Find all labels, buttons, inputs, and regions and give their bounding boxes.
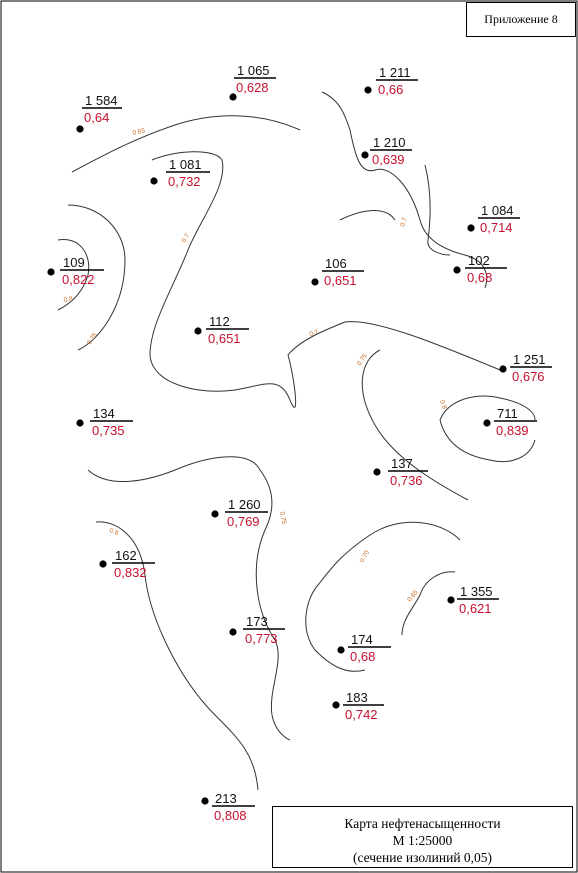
well-number: 1 260	[228, 497, 261, 512]
well-number: 112	[209, 314, 230, 329]
well-dot	[76, 419, 83, 426]
well-dot	[229, 628, 236, 635]
well-saturation-value: 0,651	[324, 273, 357, 288]
well-number: 162	[115, 548, 137, 563]
well-marker	[194, 314, 249, 346]
well-number: 173	[246, 614, 268, 629]
well-dot	[311, 278, 318, 285]
well-number: 1 584	[85, 93, 118, 108]
well-number: 174	[351, 632, 373, 647]
isoline-label: 0.8	[438, 399, 448, 411]
well-dot	[99, 560, 106, 567]
well-saturation-value: 0,769	[227, 514, 260, 529]
well-number: 213	[215, 791, 237, 806]
isoline-label: 0.8	[63, 295, 74, 304]
well-marker	[361, 135, 412, 167]
well-number: 1 084	[481, 203, 514, 218]
map-contour-interval: (сечение изолиний 0,05)	[352, 850, 493, 865]
isoline-label: 0.75	[278, 511, 288, 525]
well-dot	[332, 701, 339, 708]
well-saturation-value: 0,651	[208, 331, 241, 346]
well-marker	[499, 352, 552, 384]
well-saturation-value: 0,808	[214, 808, 247, 823]
well-number: 109	[63, 255, 85, 270]
well-number: 102	[468, 253, 490, 268]
well-dot	[499, 365, 506, 372]
well-saturation-value: 0,822	[62, 272, 95, 287]
well-marker	[99, 548, 155, 580]
map-title: Карта нефтенасыщенности	[344, 816, 501, 831]
isoline-label: 0.7	[180, 232, 192, 244]
well-saturation-value: 0,736	[390, 473, 423, 488]
isoline-labels-layer	[63, 127, 448, 603]
well-number: 134	[93, 406, 115, 421]
isoline-label: 0.7	[399, 216, 409, 228]
isoline-label: 0.75	[85, 331, 99, 347]
well-saturation-value: 0,676	[512, 369, 545, 384]
isoline-label: 0.65	[131, 127, 146, 137]
isoline-label: 0.70	[358, 549, 372, 564]
well-saturation-value: 0,839	[496, 423, 529, 438]
well-marker	[229, 614, 285, 646]
well-saturation-value: 0,773	[245, 631, 278, 646]
well-dot	[447, 596, 454, 603]
well-dot	[364, 86, 371, 93]
isolines-layer	[58, 92, 535, 790]
well-marker	[373, 456, 428, 488]
well-number: 1 355	[460, 584, 493, 599]
well-saturation-value: 0,66	[378, 82, 404, 97]
well-saturation-value: 0,832	[114, 565, 147, 580]
isoline-5	[322, 92, 487, 288]
well-saturation-value: 0,732	[168, 174, 201, 189]
well-number: 1 251	[513, 352, 546, 367]
well-saturation-value: 0,64	[84, 110, 110, 125]
map-scale: М 1:25000	[392, 833, 453, 848]
well-dot	[361, 151, 368, 158]
well-number: 183	[346, 690, 368, 705]
well-saturation-value: 0,714	[480, 220, 513, 235]
isoline-7	[425, 165, 450, 255]
well-saturation-value: 0,68	[350, 649, 376, 664]
map-frame	[1, 1, 577, 872]
isoline-9	[440, 396, 535, 420]
appendix-label: Приложение 8	[466, 2, 576, 37]
well-marker	[47, 255, 104, 287]
well-dot	[337, 646, 344, 653]
well-number: 1 211	[379, 65, 411, 80]
well-marker	[211, 497, 268, 529]
well-marker	[311, 256, 364, 288]
isoline-14	[402, 572, 455, 635]
well-number: 106	[325, 256, 347, 271]
well-marker	[229, 63, 276, 101]
well-marker	[332, 690, 384, 722]
well-marker	[364, 65, 418, 97]
isoline-label: 0.8	[108, 527, 120, 537]
well-saturation-value: 0,742	[345, 707, 378, 722]
well-marker	[483, 406, 537, 438]
well-saturation-value: 0,628	[236, 80, 269, 95]
isoline-label: 0.7	[308, 328, 320, 338]
well-dot	[194, 327, 201, 334]
isoline-label: 0.75	[355, 352, 369, 368]
well-marker	[76, 406, 133, 438]
well-saturation-value: 0,735	[92, 423, 125, 438]
well-marker	[467, 203, 520, 235]
well-dot	[76, 125, 83, 132]
isoline-label: 0.65	[406, 589, 420, 604]
well-dot	[453, 266, 460, 273]
well-marker	[453, 253, 507, 285]
wells-layer	[47, 63, 552, 823]
well-marker	[337, 632, 391, 664]
well-number: 1 210	[373, 135, 406, 150]
well-saturation-value: 0,639	[372, 152, 405, 167]
well-number: 1 081	[169, 157, 202, 172]
well-marker	[76, 93, 122, 133]
isoline-13	[306, 522, 460, 671]
well-marker	[447, 584, 499, 616]
well-dot	[483, 419, 490, 426]
well-marker	[150, 157, 210, 189]
well-dot	[47, 268, 54, 275]
well-dot	[373, 468, 380, 475]
well-dot	[467, 224, 474, 231]
isoline-6	[340, 211, 395, 220]
well-dot	[201, 797, 208, 804]
well-dot	[150, 177, 157, 184]
well-dot	[211, 510, 218, 517]
well-marker	[201, 791, 255, 823]
well-number: 1 065	[237, 63, 270, 78]
well-number: 137	[391, 456, 413, 471]
map-title-box	[272, 806, 573, 868]
well-number: 711	[497, 406, 518, 421]
well-saturation-value: 0,68	[467, 270, 493, 285]
well-saturation-value: 0,621	[459, 601, 492, 616]
